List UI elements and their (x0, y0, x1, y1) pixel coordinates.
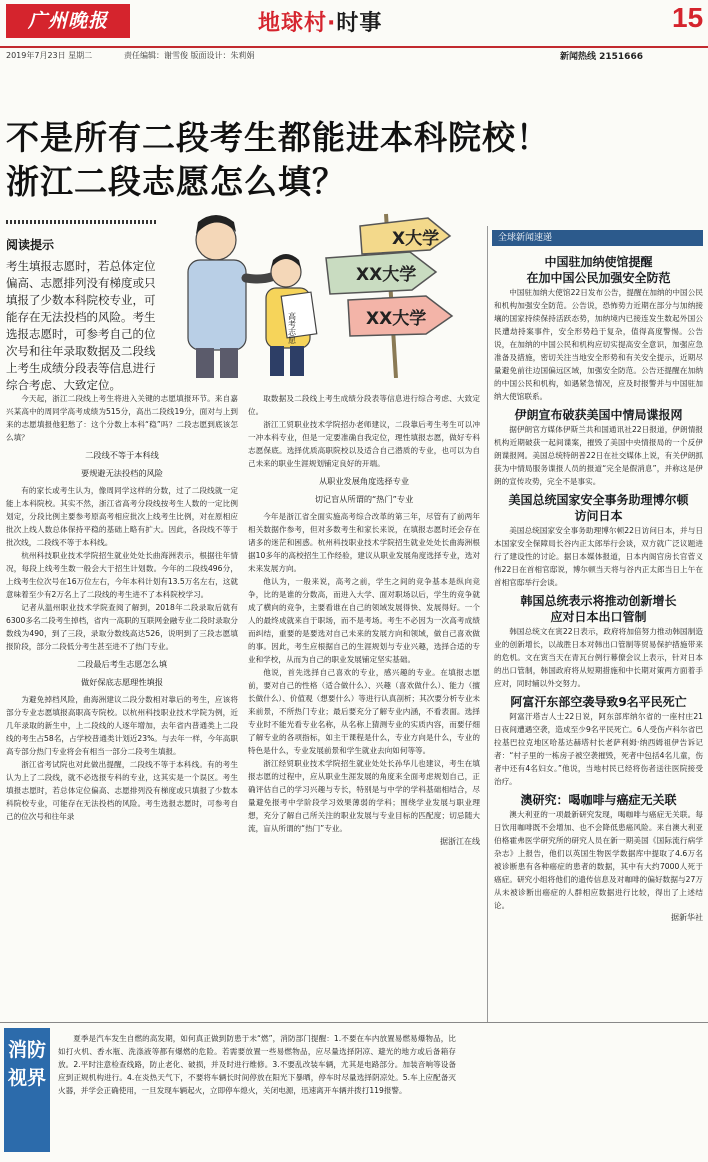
illustration-graphic (160, 208, 470, 378)
news-brief-body: 中国驻加纳大使馆22日发布公告，提醒在加纳的中国公民和机构加强安全防范。公告说，恐怖势力近期在部分与加纳接壤的国家持续保持活跃态势，加纳境内已接连发生数起外国公民遭劫持案事件，安全形势趋于复杂，值得高度警惕。公告说，在加纳的中国公民和机构应切实提高安全意识，加强应急准备及措施，密切关注当地安全形势和有关安全提示，近期尽量避免前往边国偏远区域，加强安全防范。公告还提醒在加纳的中国公民和机构，如遇紧急情况，应及时报警并与中国驻加纳大使馆联系。 (494, 288, 703, 401)
news-hotline: 新闻热线 2151666 (560, 52, 643, 62)
paragraph: 今天起，浙江二段线上考生将进入关键的志愿填报环节。来自嘉兴某高中的周同学高考成绩为515分，高出二段线19分，面对与上到来的志愿填报他犯愁了：这个分数上本科“稳”吗？二段志愿到底该怎么填？ (6, 394, 238, 442)
subheading: 做好保底志愿理性填报 (81, 677, 163, 687)
book-label: 高考志愿 (287, 312, 297, 344)
news-brief-body: 澳大利亚的一项最新研究发现，喝咖啡与癌症无关联。每日饮用咖啡既不会增加、也不会降低患癌风险。来自澳大利亚伯格霍弗医学研究所的研究人员在新一期美国《国际流行病学杂志》上报告，他们以英国生物医学数据库中提取了4.6万名被诊断患有各种癌症的患者的数据，其中有大约7000人死于癌症。研究小组将他们的遗传信息及对咖啡的偏好数据与27万从未被诊断出癌症的人群相应数据进行比较，得出了上述结论。 (494, 810, 703, 910)
news-brief-title: 中国驻加纳使馆提醒 在加中国公民加强安全防范 (526, 255, 671, 285)
illustration (160, 208, 470, 378)
sign-2: XX大学 (356, 265, 417, 285)
subheading: 从职业发展角度选择专业 (318, 476, 410, 486)
issue-date: 2019年7月23日 星期二 (6, 51, 93, 60)
page-number: 15 (672, 2, 704, 33)
news-brief (494, 694, 703, 788)
news-brief-body: 阿富汗塔吉人士22日说，阿东部库纳尔省的一座村庄21日夜间遭遇空袭，造成至少9名平民死亡。6人受伤卢科尔省巴拉基巴拉克地区哈基达赫塔村长老萨利姆·纳西姆祖伊告诉记者：“村子里的一栋房子被空袭摧毁，死者中包括4名儿童，伤者中还有4名妇女。”他说，当地村民已经将伤者送往医院接受治疗。 (494, 712, 703, 786)
news-brief-title: 韩国总统表示将推动创新增长 应对日本出口管制 (520, 594, 677, 624)
headline-line2: 浙江二段志愿怎么填？ (6, 162, 346, 201)
paragraph: 有的家长或考生认为，像周同学这样的分数，过了二段线就一定能上本科院校。其实不然，浙江省高考分段线按考生人数的一定比例划定，分段比例主要参考原高考相应批次上线考生比例，对在原相应批次上线人数总体保持平稳的基础上略有扩大。因此，各段线不等于批次线，二段线不等于本科线。 (6, 486, 238, 547)
column-divider (487, 226, 488, 1022)
bottom-rule (0, 1022, 708, 1023)
news-brief-body: 韩国总统文在寅22日表示，政府将加倍努力推动韩国制造业的创新增长，以战胜日本对韩出口管制等贸易保护措施带来的危机。文在寅当天在青瓦台例行幕僚会议上表示，针对日本的出口管制，韩国政府将从短期措施和中长期对策两方面着手应对，同时辅以外交努力。 (494, 627, 703, 688)
subheading: 切记盲从所谓的“热门”专业 (314, 494, 414, 504)
masthead-rule (0, 46, 708, 48)
paragraph: 取数据及二段线上考生成绩分段表等信息进行综合考虑、大致定位。 (248, 394, 480, 416)
paragraph: 记者从温州职业技术学院查阅了解到，2018年二段录取后就有6300多名二段考生掉档，省内一高职的互联网金融专业二段时录取分数线为490，到了三段，录取分数线高达526，说明到了三段志愿填报阶段，部分二段低分考生甚至进不了热门专业。 (6, 603, 238, 651)
news-brief-title: 伊朗宣布破获美国中情局谍报网 (514, 408, 683, 422)
section-title: 地球村·时事 (258, 11, 383, 36)
lead-label: 阅读提示 (6, 238, 55, 252)
article-col1 (6, 392, 238, 823)
subheading: 二段最后考生志愿怎么填 (76, 659, 168, 669)
subheading: 二段线不等于本科线 (85, 450, 159, 460)
paragraph: 浙江工贸职业技术学院招办老师建议，二段靠后考生考生可以冲一冲本科专业，但是一定要准确自我定位，理性填报志愿，做好专科志愿保底。选择优质高职院校以及适合自己潜质的专业，也可以为自己未来的职业生涯规划铺定良好的开端。 (248, 420, 480, 468)
section-title-part2: 时事 (336, 11, 383, 36)
byline: 据新华社 (671, 913, 703, 922)
sign-3: XX大学 (366, 309, 427, 329)
sign-1: X大学 (392, 229, 440, 249)
fire-prevention-text: 夏季是汽车发生自燃的高发期，如何真正做到防患于未“燃”，消防部门提醒：1.不要在车内放置易燃易爆物品，比如打火机、香水瓶、洗涤液等都有爆燃的危险。若需要放置一些易燃物品，应尽量选择阴凉、避光的地方或后备箱存放。2.平时注意检查线路，防止老化、破损，并及时进行维修。3.不要乱改装车辆，尤其是电路部分。加装音响等设备应到正规机构进行。4.在炎热天气下，不要将车辆长时间停放在阳光下暴晒，停车时尽量选择阴凉处。5.车上应配备灭火器，并学会正确使用，一旦发现车辆起火，立即停车熄火，关闭电源，迅速离开车辆并拨打119报警。 (58, 1034, 456, 1095)
paragraph: 杭州科技职业技术学院招生就业处处长曲海洲表示，根据往年情况，每段上线考生数一般会大于招生计划数。今年的二段线496分，上线考生位次号在16万位左右，今年本科计划有13.5万名左右，这就意味着至少有2万名上了二段线的考生进不了本科院校学习。 (6, 551, 238, 599)
global-news-banner: 全球新闻速递 (492, 230, 703, 246)
paragraph: 为避免掉档风险，曲海洲建议二段分数相对靠后的考生，应该将部分专业志愿填报高职高专院校。以杭州科技职业技术学院为例，近几年录取的新生中，上二段线的人逐年增加，去年省内普通类上二段线的考生占58名，占学校普通类计划近23%。与去年一样，今年高职高专部分热门专业将会有相当一部分二段考生填报。 (6, 695, 238, 756)
news-brief-title: 阿富汗东部空袭导致9名平民死亡 (510, 695, 687, 709)
paragraph: 浙江经贸职业技术学院招生就业处处长孙华儿也建议，考生在填报志愿的过程中，应从职业生涯发展的角度来全面考虑规划自己，正确评估自己的学习兴趣与专长，特别是与中学的学科基础相结合，尽量避免报考中学阶段学习效果薄弱的学科；围绕学业发展与职业理想，充分了解自己所关注的职业发展与专业目标的匹配度；切忌随大流，盲从所谓的“热门”专业。 (248, 759, 480, 833)
fire-label-line1: 消防 (7, 1039, 46, 1061)
newspaper-logo: 广州晚报 (6, 4, 130, 38)
news-brief (494, 254, 703, 403)
subheading: 要规避无法投档的风险 (81, 468, 163, 478)
news-brief-title: 澳研究：喝咖啡与癌症无关联 (520, 793, 677, 807)
section-title-part1: 地球村 (258, 11, 328, 36)
editor-credits: 责任编辑：谢雪俊 版面设计：朱莉娟 (124, 51, 255, 60)
masthead (0, 0, 708, 62)
byline: 据浙江在线 (440, 837, 480, 846)
global-news-list (494, 252, 703, 923)
fire-label-line2: 视界 (7, 1067, 46, 1089)
news-brief (494, 492, 703, 589)
paragraph: 今年是浙江省全面实施高考综合改革的第三年，尽管有了前两年相关数据作参考，但对多数考生和家长来说，在填报志愿时还会存在诸多的迷茫和困惑。杭州科技职业技术学院招生就业处处长曲海洲根据10多年的高校招生工作经验，建议从职业发展角度选择专业，选对未来发展方向。 (248, 512, 480, 573)
lead-text: 考生填报志愿时，若总体定位偏高、志愿排列没有梯度或只填报了少数本科院校专业，可能存在无法投档的风险。考生选报志愿时，可参考自己的位次号和往年录取数据及二段线上考生成绩分段表等信息进行综合考虑、大致定位。 (6, 259, 156, 392)
paragraph: 他认为，一般来说，高考之前，学生之间的竞争基本是纵向竞争，比的是谁的分数高，而进入大学、面对职场以后，学生的竞争就成了横向的竞争，主要看谁在自己的领域发展得快、发展得好。一个人的最终成就来自于职场，而不是考场。考生不必因为一次高考成绩而纠结，重要的是要选对自己未来的发展方向和领域，做自己喜欢做的事。因此，考生应根据自己的生涯规划与专业兴趣，选择合适的专业和学校，从而为自己的职业发展铺定坚实基础。 (248, 577, 480, 664)
news-brief-body: 美国总统国家安全事务助理博尔顿22日访问日本，并与日本国家安全保障局长谷内正太郎举行会谈，双方就广泛议题进行了建设性的讨论。据日本媒体报道，日本内阁官房长官菅义伟22日在首相官邸说，博尔顿当天将与谷内正太郎当日上午在首相官邸举行会谈。 (494, 526, 703, 587)
headline-line1: 不是所有二段考生都能进本科院校！ (6, 118, 550, 157)
news-brief (494, 407, 703, 488)
paragraph: 浙江省考试院也对此做出提醒，二段线不等于本科线。有的考生认为上了二段线，就不必选报专科的专业，这其实是一个误区。考生填报志愿时，若总体定位偏高、志愿排列没有梯度或只填报了少数本科院校专业，可能存在无法投档的风险。考生选报志愿时，可参考自己的位次号和往年录 (6, 760, 238, 821)
news-brief (494, 593, 703, 690)
article-col2 (248, 392, 480, 848)
news-brief (494, 792, 703, 912)
lead-rule (6, 220, 156, 224)
news-brief-title: 美国总统国家安全事务助理博尔顿 访问日本 (508, 493, 689, 523)
paragraph: 他说，首先选择自己喜欢的专业，感兴趣的专业。在填报志愿前，要对自己的性格（适合做什么）、兴趣（喜欢做什么）、能力（擅长做什么）、价值观（想要什么）等进行认真剖析；其次要分析专业未来前景，不所热门专业；最后要充分了解专业内涵，不看表面。选择专业时不能光看专业名称，从名称上猜测专业的实质内容，而要仔细了解专业的各项指标，如主干课程是什么，专业方向是什么，专业的特色是什么，专业发展前景和学生就业去向如何等等。 (248, 668, 480, 755)
news-brief-body: 据伊朗官方媒体伊斯兰共和国通讯社22日报道，伊朗情报机构近期破获一起间谍案，摧毁了美国中央情报局的一个反伊朗谍报网。美国总统特朗普22日在社交媒体上说，有关伊朗抓获为中情局服务谍报人员的报道“完全是假消息”，并称这是伊朗的宣传攻势，完全不是事实。 (494, 425, 703, 486)
fire-prevention-label (4, 1028, 50, 1152)
